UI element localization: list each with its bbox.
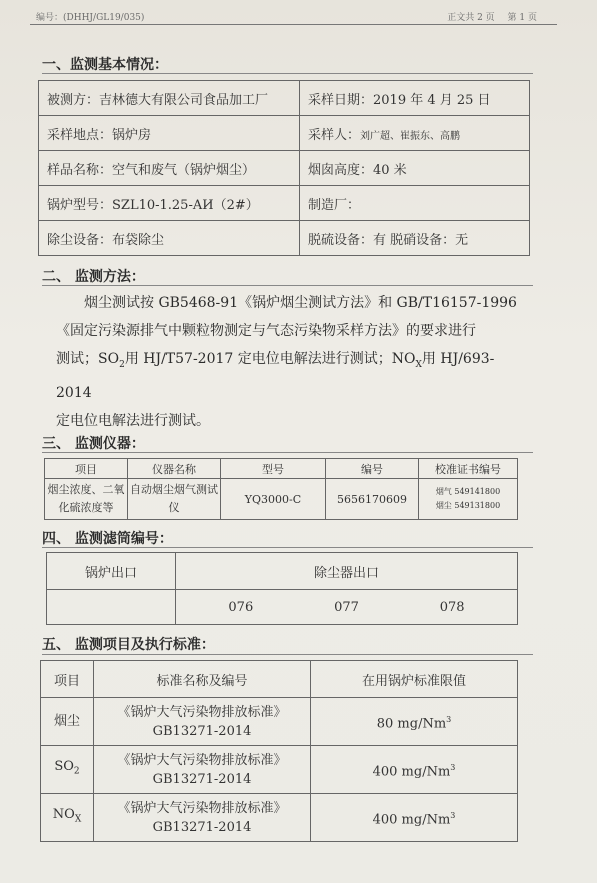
table-cell: 5656170609 [326, 479, 419, 520]
column-header: 仪器名称 [128, 459, 221, 479]
table-cell [94, 746, 311, 794]
filter-table [46, 552, 518, 625]
table-cell: 被测方：吉林德大有限公司食品加工厂 [39, 81, 300, 116]
section2-title: 二、 监测方法： [42, 269, 145, 285]
paragraph-line [56, 345, 526, 407]
table-cell: YQ3000-C [221, 479, 326, 520]
table-row [41, 698, 518, 746]
limit-value: 400 mg/Nm [372, 812, 451, 828]
column-header: 编号 [326, 459, 419, 479]
method-paragraph [56, 289, 526, 435]
table-cell [311, 746, 518, 794]
table-cell: 除尘设备：布袋除尘 [39, 221, 300, 256]
filter-value: 078 [439, 599, 465, 615]
limit-value: 80 mg/Nm [376, 716, 447, 732]
table-cell: 烟尘浓度、二氧化硫浓度等 [45, 479, 128, 520]
superscript: 3 [450, 810, 456, 820]
superscript: 3 [450, 762, 456, 772]
table-header-row [47, 553, 518, 590]
page-info [437, 10, 537, 23]
table-cell [94, 698, 311, 746]
table-cell [41, 794, 94, 842]
column-header: 锅炉出口 [47, 553, 176, 590]
column-header: 标准名称及编号 [94, 661, 311, 698]
table-cell: 采样日期：2019 年 4 月 25 日 [300, 81, 530, 116]
table-cell: 样品名称：空气和废气（锅炉烟尘） [39, 151, 300, 186]
table-row [39, 151, 530, 186]
table-cell [47, 590, 176, 625]
section4-title: 四、 监测滤筒编号： [42, 531, 173, 547]
table-cell: 脱硫设备：有 脱硝设备：无 [300, 221, 530, 256]
table-cell [94, 794, 311, 842]
table-cell [311, 794, 518, 842]
cert-line: 烟气 549141800 [435, 487, 501, 496]
paragraph-line: 定电位电解法进行测试。 [56, 412, 210, 429]
standard-code: GB13271-2014 [152, 723, 252, 739]
item-text: NO [52, 807, 75, 823]
superscript: 3 [446, 714, 452, 724]
subscript: 2 [73, 766, 80, 777]
section4-rule [42, 547, 533, 548]
filter-value: 077 [334, 599, 359, 615]
table-cell [41, 746, 94, 794]
column-header: 项目 [41, 661, 94, 698]
standard-code: GB13271-2014 [152, 819, 252, 835]
table-row [39, 116, 530, 151]
table-header-row [45, 459, 518, 479]
subscript: X [74, 814, 82, 825]
sampler-names: 刘广超、崔振东、高鹏 [360, 130, 461, 142]
text-span: 用 HJ/693-2014 [56, 351, 495, 401]
table-row [39, 221, 530, 256]
column-header: 在用锅炉标准限值 [311, 661, 518, 698]
table-row [41, 794, 518, 842]
doc-number: 编号：(DHHJ/GL19/035) [36, 13, 145, 23]
table-cell: 采样地点：锅炉房 [39, 116, 300, 151]
standard-name: 《锅炉大气污染物排放标准》 [117, 752, 287, 768]
table-header-row [41, 661, 518, 698]
instrument-table [44, 458, 518, 520]
paragraph-line: 《固定污染源排气中颗粒物测定与气态污染物采样方法》的要求进行 [56, 323, 476, 339]
section1-rule [42, 73, 533, 74]
column-header: 校准证书编号 [419, 459, 518, 479]
page-header [30, 6, 557, 25]
column-header: 项目 [45, 459, 128, 479]
paragraph-line: 烟尘测试按 GB5468-91《锅炉烟尘测试方法》和 GB/T16157-1996 [84, 295, 517, 311]
standard-name: 《锅炉大气污染物排放标准》 [117, 704, 287, 720]
table-row [39, 81, 530, 116]
standard-code: GB13271-2014 [152, 771, 252, 787]
column-header: 除尘器出口 [176, 553, 518, 590]
standards-table [40, 660, 518, 842]
section5-title: 五、 监测项目及执行标准： [42, 637, 215, 653]
filter-values [176, 600, 517, 615]
section5-rule [42, 654, 533, 655]
section2-rule [42, 285, 533, 286]
table-row [45, 479, 518, 520]
item-text: SO [54, 759, 74, 775]
table-row [39, 186, 530, 221]
table-cell: 制造厂： [300, 186, 530, 221]
text-span: 用 HJ/T57-2017 定电位电解法进行测试；NO [124, 351, 416, 367]
table-row [41, 746, 518, 794]
page-number: 第 1 页 [507, 13, 537, 23]
section1-title: 一、监测基本情况： [42, 57, 168, 73]
table-cell [300, 116, 530, 151]
sampler-label: 采样人： [308, 127, 361, 143]
table-cell: 自动烟尘烟气测试仪 [128, 479, 221, 520]
table-cell: 锅炉型号：SZL10-1.25-AИ（2#） [39, 186, 300, 221]
text-span: 测试；SO [56, 351, 120, 367]
table-cell: 烟囱高度：40 米 [300, 151, 530, 186]
limit-value: 400 mg/Nm [372, 764, 451, 780]
table-cell [176, 590, 518, 625]
filter-value: 076 [228, 599, 254, 615]
standard-name: 《锅炉大气污染物排放标准》 [117, 800, 287, 816]
cert-line: 烟尘 549131800 [435, 501, 501, 510]
table-cell [311, 698, 518, 746]
table-cell [419, 479, 518, 520]
total-pages: 正文共 2 页 [447, 13, 495, 23]
section3-title: 三、 监测仪器： [42, 436, 145, 452]
subscript: 2 [119, 359, 125, 370]
subscript: X [415, 359, 422, 370]
table-row [47, 590, 518, 625]
section3-rule [42, 452, 533, 453]
column-header: 型号 [221, 459, 326, 479]
basic-info-table [38, 80, 530, 256]
table-cell: 烟尘 [41, 698, 94, 746]
